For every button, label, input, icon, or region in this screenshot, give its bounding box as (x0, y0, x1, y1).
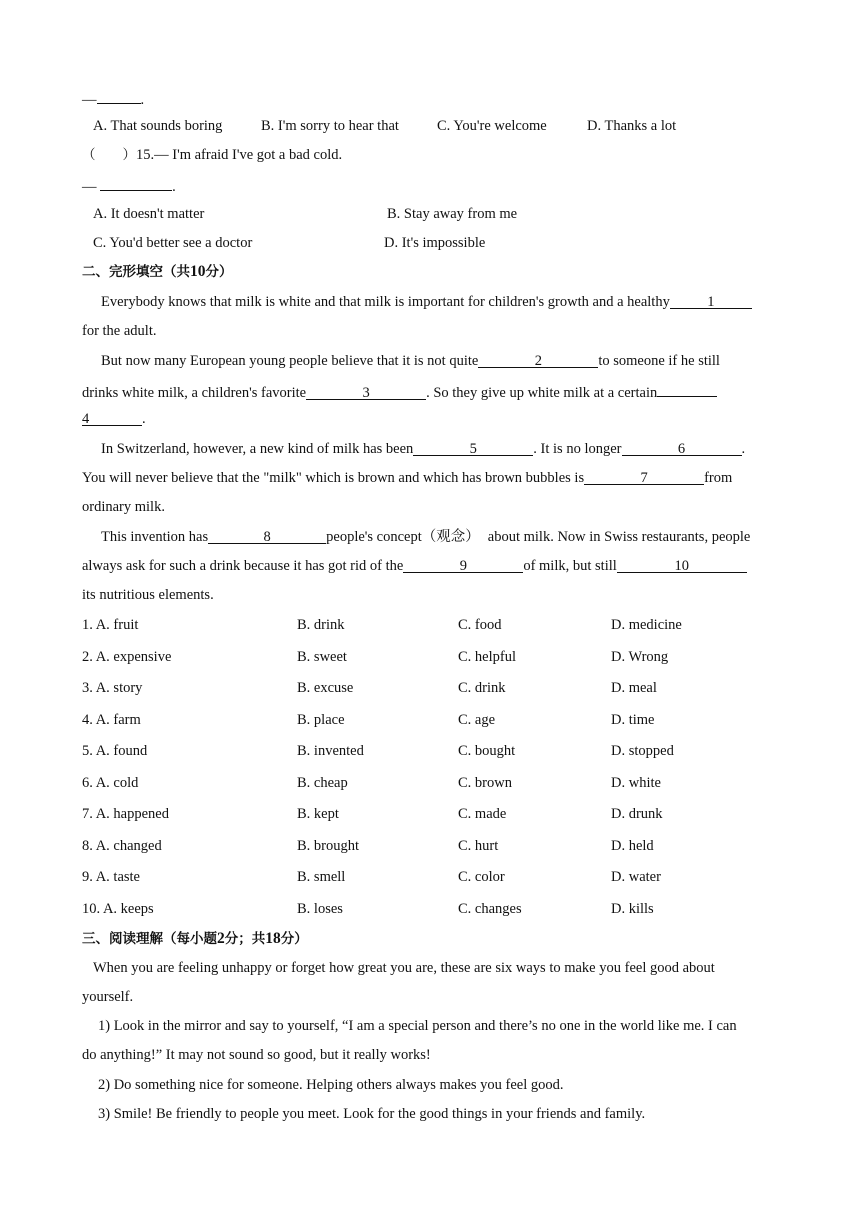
q14-options (82, 117, 782, 135)
blank-4[interactable] (82, 410, 142, 426)
passage-text: . It is no longer (533, 441, 622, 457)
passage-text: . (142, 411, 146, 427)
choice-q10-d[interactable]: D. kills (611, 901, 654, 917)
passage-text: You will never believe that the "milk" which is brown and which has brown bubbles is (82, 470, 585, 486)
blank-number: 8 (263, 529, 271, 545)
choice-q1-b[interactable]: B. drink (297, 617, 345, 633)
reading-text: yourself. (82, 989, 134, 1005)
choice-q5-b[interactable]: B. invented (297, 743, 364, 759)
choice-q5-a[interactable]: 5. A. found (82, 743, 148, 759)
choice-q1-a[interactable]: 1. A. fruit (82, 617, 139, 633)
blank-5[interactable] (413, 440, 533, 456)
choice-q6-c[interactable]: C. brown (458, 775, 512, 791)
choice-q7-d[interactable]: D. drunk (611, 806, 663, 822)
heading-text: 二、完形填空（共 (82, 264, 190, 280)
q15-option-a[interactable]: A. It doesn't matter (93, 206, 205, 222)
blank-9[interactable] (403, 557, 523, 573)
passage-line (82, 410, 146, 428)
reading-item-1-cont (82, 1046, 431, 1064)
q14-answer-line (82, 88, 144, 109)
blank-1[interactable] (670, 293, 752, 309)
q15-answer-line (82, 175, 176, 196)
heading-text-end: 分） (205, 264, 233, 280)
q15-option-d[interactable]: D. It's impossible (384, 235, 486, 251)
answer-blank[interactable] (97, 88, 141, 104)
choice-q6-d[interactable]: D. white (611, 775, 661, 791)
blank-number: 7 (640, 470, 648, 486)
reading-intro (93, 959, 715, 977)
passage-line (82, 381, 717, 402)
reading-item-2 (98, 1076, 564, 1094)
passage-text: of milk, but still (523, 558, 617, 574)
section2-heading (82, 263, 233, 281)
passage-text: drinks white milk, a children's favorite (82, 385, 307, 401)
choice-q3-c[interactable]: C. drink (458, 680, 506, 696)
passage-line (101, 440, 745, 458)
blank-number: 9 (459, 558, 467, 574)
choice-q6-a[interactable]: 6. A. cold (82, 775, 139, 791)
passage-line (82, 586, 214, 604)
passage-text: In Switzerland, however, a new kind of milk has been (101, 441, 414, 457)
choice-q2-a[interactable]: 2. A. expensive (82, 649, 172, 665)
blank-2[interactable] (478, 352, 598, 368)
choice-q8-b[interactable]: B. brought (297, 838, 360, 854)
choice-q9-d[interactable]: D. water (611, 869, 661, 885)
choice-q4-d[interactable]: D. time (611, 712, 655, 728)
choice-q9-a[interactable]: 9. A. taste (82, 869, 140, 885)
heading-text-end: 分） (280, 931, 308, 947)
reading-item-1 (98, 1017, 737, 1035)
choice-q2-b[interactable]: B. sweet (297, 649, 347, 665)
choice-q10-b[interactable]: B. loses (297, 901, 343, 917)
choice-q10-a[interactable]: 10. A. keeps (82, 901, 154, 917)
blank-number: 6 (677, 441, 686, 457)
q15-option-c[interactable]: C. You'd better see a doctor (93, 235, 253, 251)
passage-text: This invention has (101, 529, 209, 545)
passage-text: to someone if he still (598, 353, 720, 369)
blank-4-start[interactable] (657, 381, 717, 397)
q15-options-row1 (82, 205, 782, 223)
passage-text: about milk. Now in Swiss restaurants, people (487, 529, 751, 545)
passage-text: Everybody knows that milk is white and that milk is important for children's growth and a healthy (101, 294, 670, 310)
period: . (140, 92, 145, 108)
answer-parentheses[interactable]: （ ） (82, 147, 136, 163)
answer-blank[interactable] (100, 175, 172, 191)
blank-number: 4 (82, 411, 90, 427)
choice-q4-c[interactable]: C. age (458, 712, 496, 728)
choice-q9-c[interactable]: C. color (458, 869, 505, 885)
period: . (172, 179, 176, 195)
passage-text: . So they give up white milk at a certain (426, 385, 658, 401)
q14-option-b[interactable]: B. I'm sorry to hear that (261, 118, 399, 134)
reading-intro (82, 988, 133, 1006)
choice-q10-c[interactable]: C. changes (458, 901, 522, 917)
passage-text: ordinary milk. (82, 499, 165, 515)
passage-line (101, 352, 720, 370)
passage-line (82, 469, 732, 487)
choice-q9-b[interactable]: B. smell (297, 869, 346, 885)
passage-line (82, 498, 165, 516)
blank-number: 1 (707, 294, 715, 310)
passage-text: . (741, 441, 746, 457)
choice-q5-d[interactable]: D. stopped (611, 743, 674, 759)
blank-7[interactable] (584, 469, 704, 485)
choice-q8-c[interactable]: C. hurt (458, 838, 499, 854)
choice-q5-c[interactable]: C. bought (458, 743, 516, 759)
q15-prompt: 15.— I'm afraid I've got a bad cold. (136, 147, 343, 163)
choice-q7-a[interactable]: 7. A. happened (82, 806, 169, 822)
heading-total: 18 (265, 930, 281, 947)
reading-text: 1) Look in the mirror and say to yourself, “I am a special person and there’s no one in the world like me. I can (98, 1018, 737, 1034)
choice-q2-c[interactable]: C. helpful (458, 649, 516, 665)
choice-q4-b[interactable]: B. place (297, 712, 345, 728)
passage-line (82, 322, 157, 340)
q14-option-a[interactable]: A. That sounds boring (93, 118, 223, 134)
heading-text: 分；共 (224, 931, 266, 947)
blank-10[interactable] (617, 557, 747, 573)
passage-text: its nutritious elements. (82, 587, 214, 603)
dash: — (82, 179, 97, 195)
passage-text: But now many European young people believe that it is not quite (101, 353, 479, 369)
q14-option-d[interactable]: D. Thanks a lot (587, 118, 677, 134)
blank-6[interactable] (622, 440, 742, 456)
passage-text: people's concept（观念） (326, 529, 480, 545)
passage-line (101, 528, 750, 546)
choice-q3-a[interactable]: 3. A. story (82, 680, 143, 696)
passage-text: always ask for such a drink because it has got rid of the (82, 558, 404, 574)
passage-line (82, 557, 747, 575)
blank-number: 10 (674, 558, 690, 574)
choice-q2-d[interactable]: D. Wrong (611, 649, 669, 665)
dash: — (82, 92, 97, 108)
choice-q7-b[interactable]: B. kept (297, 806, 339, 822)
passage-text: from (704, 470, 733, 486)
blank-number: 3 (362, 385, 370, 401)
heading-score: 2 (217, 930, 225, 947)
q15-prompt-line (82, 146, 342, 164)
blank-number: 2 (534, 353, 542, 369)
reading-text: 3) Smile! Be friendly to people you meet. Look for the good things in your friends and family. (98, 1106, 646, 1122)
q15-option-b[interactable]: B. Stay away from me (387, 206, 518, 222)
q14-option-c[interactable]: C. You're welcome (437, 118, 547, 134)
blank-number: 5 (469, 441, 477, 457)
reading-item-3 (98, 1105, 645, 1123)
reading-text: 2) Do something nice for someone. Helping others always makes you feel good. (98, 1077, 564, 1093)
reading-text: When you are feeling unhappy or forget how great you are, these are six ways to make you feel good about (93, 960, 715, 976)
choice-q7-c[interactable]: C. made (458, 806, 507, 822)
choice-q3-b[interactable]: B. excuse (297, 680, 354, 696)
blank-3[interactable] (306, 384, 426, 400)
heading-text: 三、阅读理解（每小题 (82, 931, 217, 947)
section3-heading (82, 930, 308, 948)
choice-q3-d[interactable]: D. meal (611, 680, 657, 696)
blank-8[interactable] (208, 528, 326, 544)
passage-text: for the adult. (82, 323, 157, 339)
passage-line (101, 293, 752, 311)
choice-q6-b[interactable]: B. cheap (297, 775, 348, 791)
choice-q4-a[interactable]: 4. A. farm (82, 712, 141, 728)
heading-score: 10 (190, 263, 206, 280)
choice-q8-d[interactable]: D. held (611, 838, 654, 854)
choice-q1-d[interactable]: D. medicine (611, 617, 682, 633)
q15-options-row2 (82, 234, 782, 252)
choice-q8-a[interactable]: 8. A. changed (82, 838, 162, 854)
choice-q1-c[interactable]: C. food (458, 617, 502, 633)
reading-text: do anything!” It may not sound so good, but it really works! (82, 1047, 431, 1063)
